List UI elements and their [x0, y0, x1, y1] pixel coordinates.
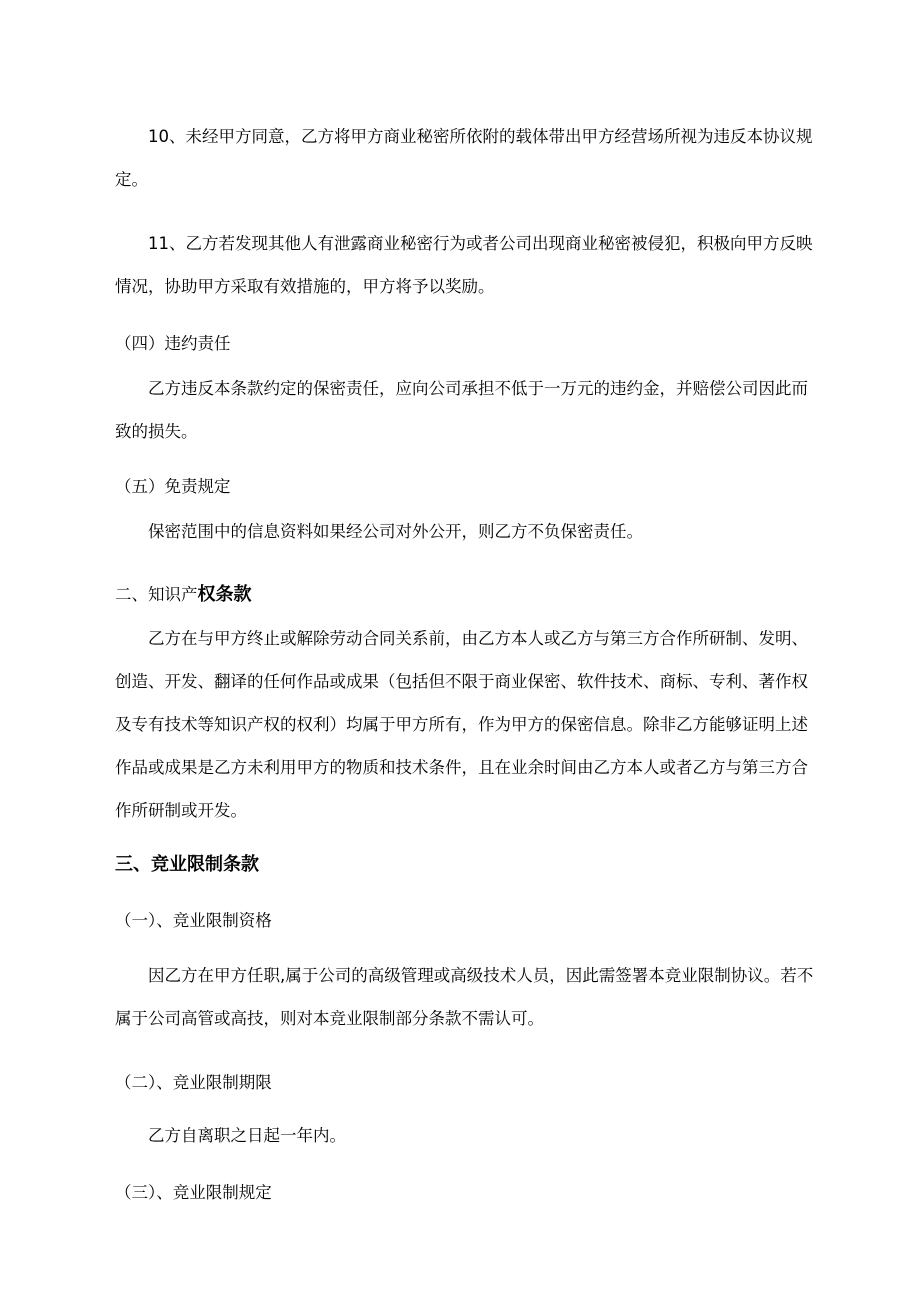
section-heading-non-compete: 三、竞业限制条款 [115, 854, 259, 875]
subsection-heading-rules: （三）、竞业限制规定 [115, 1183, 272, 1202]
term-paragraph: 乙方自离职之日起一年内。 [148, 1126, 346, 1145]
subsection-heading-term: （二）、竞业限制期限 [115, 1073, 272, 1092]
breach-liability-paragraph: 乙方违反本条款约定的保密责任，应向公司承担不低于一万元的违约金，并赔偿公司因此而致的损失。 [115, 379, 808, 441]
ip-clause-heading-prefix: 二、知识产 [115, 585, 198, 604]
section-heading-ip-clause [115, 582, 815, 608]
qualification-paragraph: 因乙方在甲方任职,属于公司的高级管理或高级技术人员，因此需签署本竞业限制协议。若不属于公司高管或高技，则对本竞业限制部分条款不需认可。 [115, 966, 814, 1028]
section-heading-exemption: （五）免责规定 [115, 477, 231, 496]
clause-11-paragraph: 11、乙方若发现其他人有泄露商业秘密行为或者公司出现商业秘密被侵犯，积极向甲方反映情况，协助甲方采取有效措施的，甲方将予以奖励。 [115, 234, 813, 296]
ip-clause-heading-bold: 权条款 [197, 584, 252, 605]
clause-10-paragraph: 10、未经甲方同意，乙方将甲方商业秘密所依附的载体带出甲方经营场所视为违反本协议规定。 [115, 127, 813, 189]
subsection-heading-qualification: （一）、竞业限制资格 [115, 911, 272, 930]
section-heading-breach-liability: （四）违约责任 [115, 334, 231, 353]
exemption-paragraph: 保密范围中的信息资料如果经公司对外公开，则乙方不负保密责任。 [148, 522, 643, 541]
ip-clause-paragraph: 乙方在与甲方终止或解除劳动合同关系前，由乙方本人或乙方与第三方合作所研制、发明、创造、开发、翻译的任何作品或成果（包括但不限于商业保密、软件技术、商标、专利、著作权及专有技术等知识产权的权利）均属于甲方所有，作为甲方的保密信息。除非乙方能够证明上述作品或成果是乙方未利用甲方的物质和技术条件，且在业余时间由乙方本人或者乙方与第三方合作所研制或开发。 [115, 629, 808, 820]
